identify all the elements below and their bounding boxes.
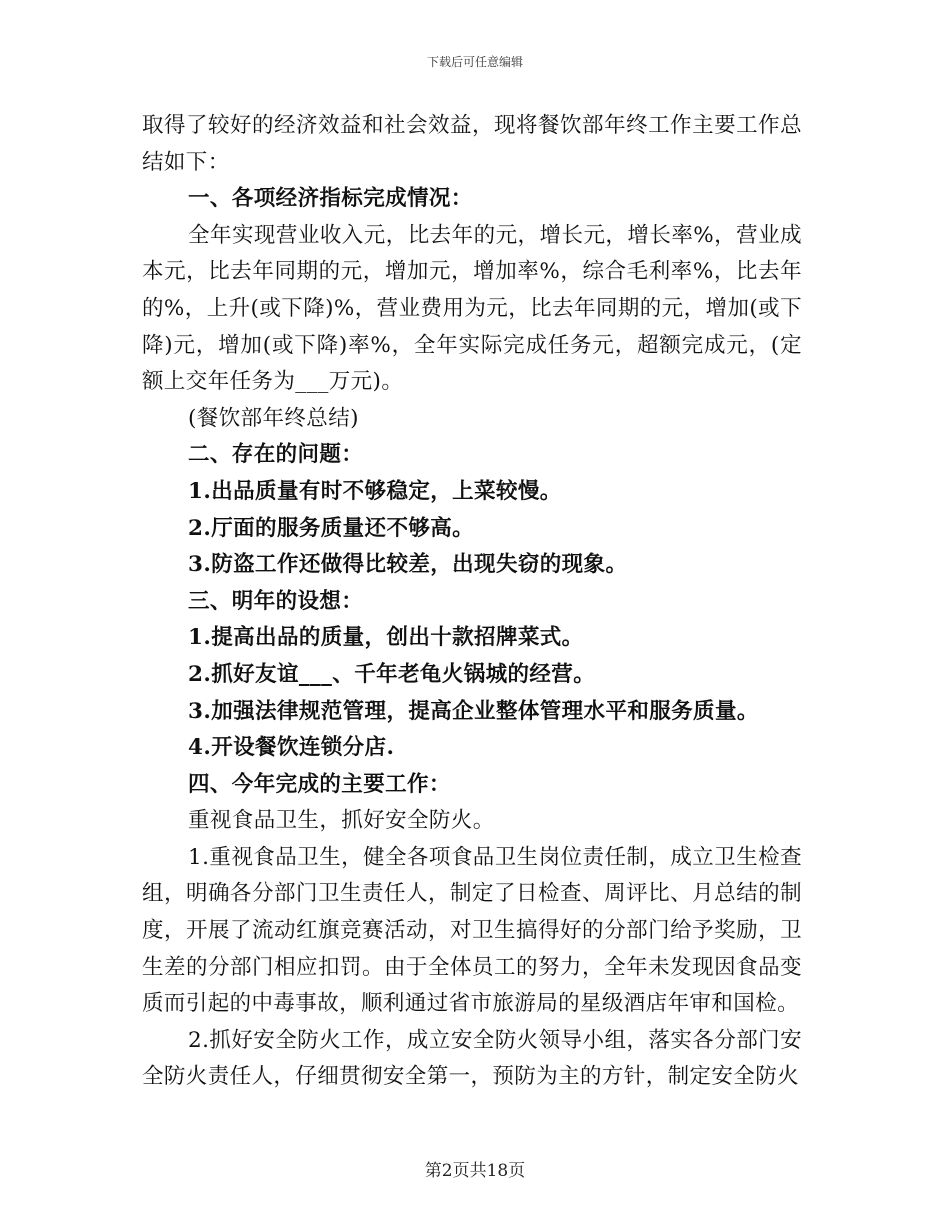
problem-item-1: 1.出品质量有时不够稳定，上菜较慢。 [188, 478, 562, 504]
section-heading-2: 二、存在的问题： [188, 442, 364, 468]
page-header: 下载后可任意编辑 [426, 55, 523, 69]
plan-item-3: 3.加强法律规范管理，提高企业整体管理水平和服务质量。 [188, 698, 759, 724]
document-body [142, 108, 802, 1096]
work-item-1: 1.重视食品卫生，健全各项食品卫生岗位责任制，成立卫生检查组，明确各分部门卫生责任人，制定了日检查、周评比、月总结的制度，开展了流动红旗竞赛活动，对卫生搞得好的分部门给予奖励，卫生差的分部门相应扣罚。由于全体员工的努力，全年未发现因食品变质而引起的中毒事故，顺利通过省市旅游局的星级酒店年审和国检。 [142, 844, 802, 1017]
plan-item-1: 1.提高出品的质量，创出十款招牌菜式。 [188, 625, 584, 651]
source-note: (餐饮部年终总结) [188, 405, 359, 431]
intro-paragraph: 取得了较好的经济效益和社会效益，现将餐饮部年终工作主要工作总结如下： [142, 113, 802, 175]
page-footer: 第2页共18页 [424, 1161, 526, 1181]
section-heading-1: 一、各项经济指标完成情况： [188, 186, 473, 212]
work-summary-line: 重视食品卫生，抓好安全防火。 [188, 808, 495, 834]
work-item-2: 2.抓好安全防火工作，成立安全防火领导小组，落实各分部门安全防火责任人，仔细贯彻安全第一，预防为主的方针，制定安全防火 [142, 1027, 802, 1090]
problem-item-2: 2.厅面的服务质量还不够高。 [188, 515, 475, 541]
plan-item-4: 4.开设餐饮连锁分店. [188, 735, 395, 761]
plan-item-2: 2.抓好友谊___、千年老龟火锅城的经营。 [188, 661, 596, 687]
section-heading-4: 四、今年完成的主要工作： [188, 771, 451, 797]
problem-item-3: 3.防盗工作还做得比较差，出现失窃的现象。 [188, 552, 628, 578]
economic-indicators-paragraph: 全年实现营业收入元，比去年的元，增长元，增长率%，营业成本元，比去年同期的元，增加元，增加率%，综合毛利率%，比去年的%，上升(或下降)%，营业费用为元，比去年同期的元，增加(或下降)元，增加(或下降)率%，全年实际完成任务元，超额完成元，(定额上交年任务为___万元)。 [142, 222, 802, 395]
section-heading-3: 三、明年的设想： [188, 588, 364, 614]
